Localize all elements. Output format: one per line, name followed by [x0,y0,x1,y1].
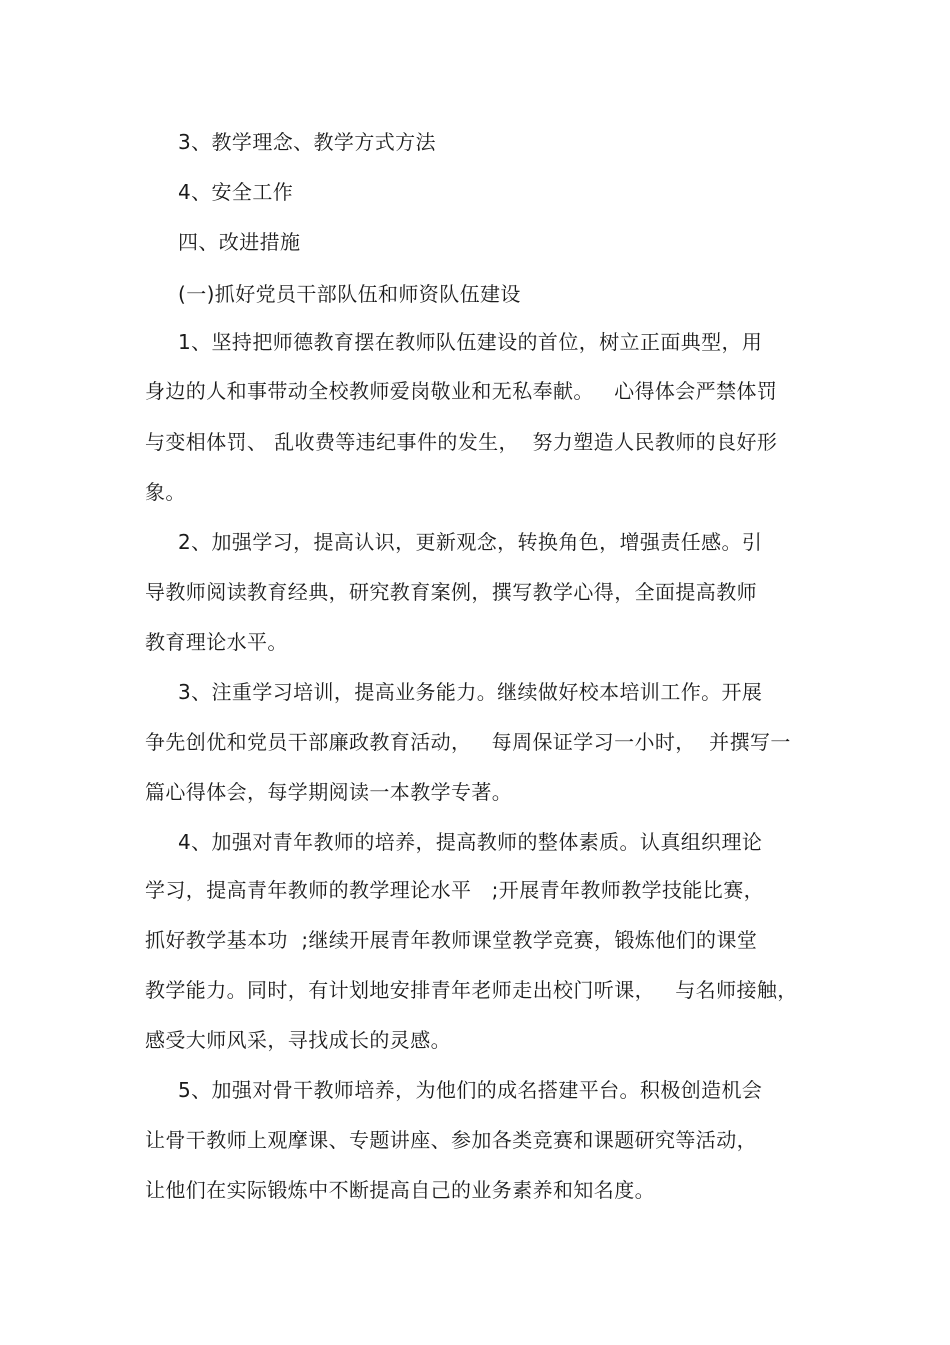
paragraph-1-line-2: 身边的人和事带动全校教师爱岗敬业和无私奉献。 心得体会严禁体罚 [145,379,778,403]
paragraph-5-line-2: 让骨干教师上观摩课、专题讲座、参加各类竞赛和课题研究等活动， [145,1128,757,1152]
paragraph-4-line-5: 感受大师风采，寻找成长的灵感。 [145,1028,451,1052]
paragraph-4-line-4: 教学能力。同时，有计划地安排青年老师走出校门听课， 与名师接触， [145,978,798,1002]
paragraph-4-line-3: 抓好教学基本功 ;继续开展青年教师课堂教学竞赛，锻炼他们的课堂 [145,928,758,952]
paragraph-5-line-1: 5、加强对骨干教师培养，为他们的成名搭建平台。积极创造机会 [178,1078,763,1102]
list-item-teaching-philosophy: 3、教学理念、教学方式方法 [178,130,436,154]
paragraph-2-line-3: 教育理论水平。 [145,630,288,654]
paragraph-3-line-1: 3、注重学习培训，提高业务能力。继续做好校本培训工作。开展 [178,680,763,704]
paragraph-2-line-1: 2、加强学习，提高认识，更新观念，转换角色，增强责任感。引 [178,530,763,554]
paragraph-4-line-1: 4、加强对青年教师的培养，提高教师的整体素质。认真组织理论 [178,830,763,854]
paragraph-1-line-1: 1、坚持把师德教育摆在教师队伍建设的首位，树立正面典型，用 [178,330,763,354]
section-heading-improvement: 四、改进措施 [178,230,301,254]
paragraph-4-line-2: 学习，提高青年教师的教学理论水平 ;开展青年教师教学技能比赛， [145,878,765,902]
list-item-safety-work: 4、安全工作 [178,180,294,204]
paragraph-1-line-3: 与变相体罚、 乱收费等违纪事件的发生， 努力塑造人民教师的良好形 [145,430,778,454]
paragraph-5-line-3: 让他们在实际锻炼中不断提高自己的业务素养和知名度。 [145,1178,655,1202]
paragraph-2-line-2: 导教师阅读教育经典，研究教育案例，撰写教学心得，全面提高教师 [145,580,757,604]
paragraph-3-line-3: 篇心得体会，每学期阅读一本教学专著。 [145,780,513,804]
subsection-heading: (一)抓好党员干部队伍和师资队伍建设 [178,282,521,306]
paragraph-3-line-2: 争先创优和党员干部廉政教育活动， 每周保证学习一小时， 并撰写一 [145,730,791,754]
paragraph-1-line-4: 象。 [145,480,186,504]
